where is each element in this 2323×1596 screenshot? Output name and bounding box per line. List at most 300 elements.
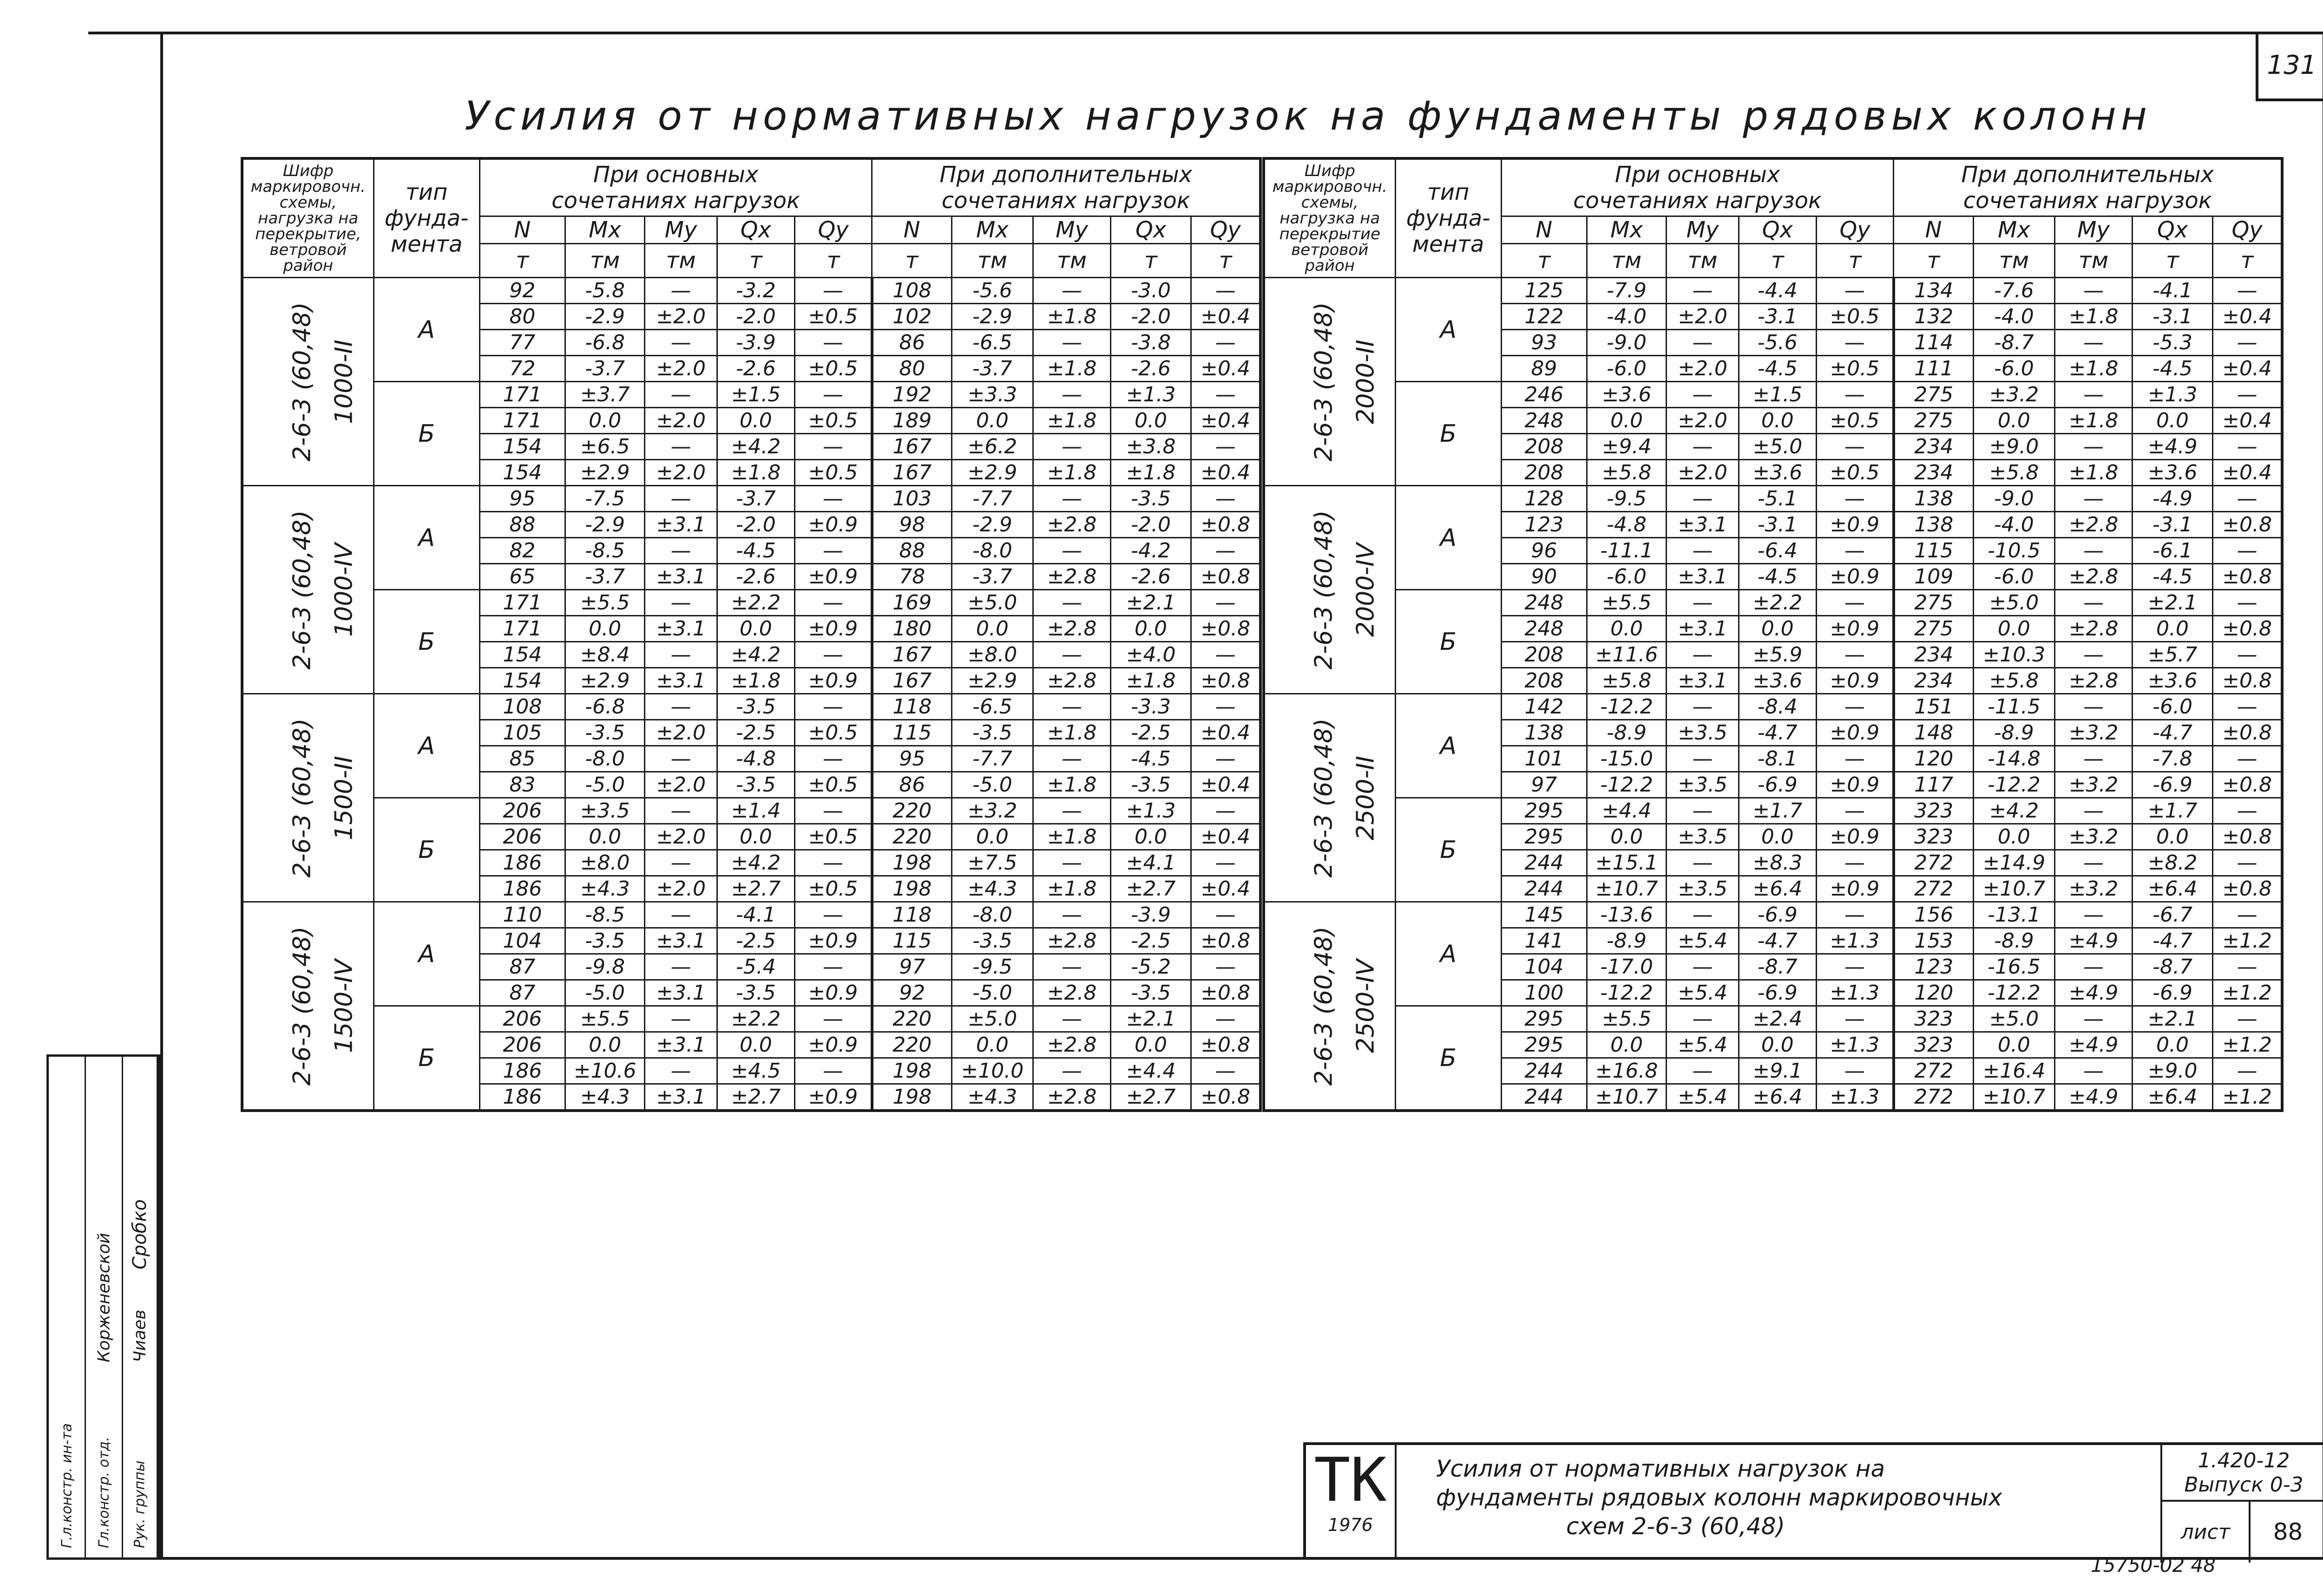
value-cell: ±8.0 <box>952 642 1033 668</box>
value-cell: ±0.5 <box>1816 356 1894 382</box>
value-cell: — <box>645 902 717 928</box>
value-cell: — <box>2213 538 2282 564</box>
value-cell: ±0.5 <box>794 460 872 486</box>
column-unit: т <box>2132 244 2212 278</box>
foundation-type-cell: А <box>1395 694 1501 798</box>
value-cell: -3.3 <box>1110 694 1191 720</box>
signature-name-1: Сробко <box>129 1199 151 1269</box>
value-cell: ±3.5 <box>1667 876 1739 902</box>
value-cell: ±1.4 <box>717 798 794 824</box>
foundation-type-cell: Б <box>374 798 479 902</box>
column-unit: т <box>872 244 952 278</box>
column-symbol-qx: Qx <box>717 216 794 244</box>
value-cell: — <box>645 694 717 720</box>
value-cell: ±4.2 <box>1973 798 2055 824</box>
scheme-header-line: маркировочн. <box>1272 177 1387 196</box>
value-cell: ±0.4 <box>1191 876 1260 902</box>
column-unit: тм <box>952 244 1033 278</box>
value-cell: 186 <box>479 1084 565 1111</box>
value-cell: 272 <box>1894 1058 1973 1084</box>
value-cell: -6.9 <box>1739 980 1816 1006</box>
tk-year: 1976 <box>1328 1515 1373 1535</box>
value-cell: 295 <box>1501 798 1587 824</box>
value-cell: ±3.1 <box>645 928 717 954</box>
value-cell: -3.5 <box>1110 486 1191 512</box>
value-cell: ±0.8 <box>2213 564 2282 590</box>
value-cell: 275 <box>1894 382 1973 408</box>
header-row-groups <box>242 158 1260 216</box>
value-cell: ±2.9 <box>952 460 1033 486</box>
value-cell: -11.1 <box>1587 538 1667 564</box>
value-cell: -3.5 <box>717 772 794 798</box>
value-cell: ±2.0 <box>1667 356 1739 382</box>
value-cell: 0.0 <box>1587 1032 1667 1058</box>
value-cell: ±0.8 <box>2213 824 2282 850</box>
table-row <box>242 382 1260 408</box>
value-cell: — <box>1667 538 1739 564</box>
value-cell: ±3.2 <box>1973 382 2055 408</box>
value-cell: 167 <box>872 434 952 460</box>
value-cell: ±6.4 <box>1739 1084 1816 1111</box>
value-cell: ±4.9 <box>2055 928 2133 954</box>
table-row <box>242 694 1260 720</box>
value-cell: ±2.0 <box>645 772 717 798</box>
column-unit: тм <box>1587 244 1667 278</box>
value-cell: ±4.3 <box>565 876 645 902</box>
value-cell: ±0.8 <box>1191 980 1260 1006</box>
value-cell: — <box>2213 330 2282 356</box>
value-cell: -6.9 <box>1739 772 1816 798</box>
value-cell: ±1.7 <box>2132 798 2212 824</box>
value-cell: 244 <box>1501 876 1587 902</box>
value-cell: -3.5 <box>565 928 645 954</box>
scheme-header-line: схемы, <box>1301 193 1358 212</box>
scheme-header-line: перекрытие, <box>255 225 361 243</box>
value-cell: — <box>1191 486 1260 512</box>
value-cell: ±3.1 <box>645 1032 717 1058</box>
value-cell: 0.0 <box>1587 616 1667 642</box>
scheme-header-line: нагрузка на <box>1280 209 1380 228</box>
scheme-label-line: 2-6-3 (60,48) <box>288 926 316 1086</box>
additional-combinations-header-line: При дополнительных <box>1961 162 2214 188</box>
value-cell: 92 <box>872 980 952 1006</box>
value-cell: -6.0 <box>1973 564 2055 590</box>
value-cell: ±3.1 <box>1667 668 1739 694</box>
scheme-cell <box>242 486 374 694</box>
value-cell: ±2.1 <box>2132 1006 2212 1032</box>
value-cell: -4.8 <box>1587 512 1667 538</box>
value-cell: — <box>1667 850 1739 876</box>
value-cell: -4.5 <box>1110 746 1191 772</box>
value-cell: — <box>1033 746 1111 772</box>
value-cell: -7.7 <box>952 486 1033 512</box>
value-cell: — <box>1816 278 1894 304</box>
value-cell: -3.5 <box>565 720 645 746</box>
value-cell: ±3.2 <box>2055 772 2133 798</box>
value-cell: ±0.8 <box>1191 668 1260 694</box>
value-cell: -16.5 <box>1973 954 2055 980</box>
value-cell: ±1.8 <box>1033 824 1111 850</box>
value-cell: ±3.7 <box>565 382 645 408</box>
value-cell: 275 <box>1894 408 1973 434</box>
description-line: фундаменты рядовых колонн маркировочных <box>1436 1484 2002 1511</box>
table-row <box>242 590 1260 616</box>
value-cell: -3.2 <box>717 278 794 304</box>
value-cell: — <box>645 538 717 564</box>
value-cell: -7.6 <box>1973 278 2055 304</box>
table-row <box>242 486 1260 512</box>
value-cell: 92 <box>479 278 565 304</box>
value-cell: ±2.8 <box>1033 512 1111 538</box>
value-cell: ±9.1 <box>1739 1058 1816 1084</box>
value-cell: 323 <box>1894 798 1973 824</box>
value-cell: ±3.1 <box>1667 512 1739 538</box>
value-cell: -4.4 <box>1739 278 1816 304</box>
value-cell: ±1.2 <box>2213 1084 2282 1111</box>
value-cell: -3.5 <box>952 720 1033 746</box>
value-cell: 0.0 <box>2132 824 2212 850</box>
value-cell: 72 <box>479 356 565 382</box>
value-cell: — <box>2213 850 2282 876</box>
column-symbol-qx: Qx <box>1739 216 1816 244</box>
value-cell: 0.0 <box>952 1032 1033 1058</box>
value-cell: ±4.9 <box>2055 1032 2133 1058</box>
value-cell: -2.9 <box>565 512 645 538</box>
value-cell: ±4.3 <box>952 876 1033 902</box>
value-cell: — <box>645 382 717 408</box>
value-cell: ±3.6 <box>1587 382 1667 408</box>
value-cell: ±2.8 <box>1033 1084 1111 1111</box>
foundation-type-cell: А <box>374 278 479 382</box>
right-table-wrap <box>1262 157 2284 1112</box>
sheet-number: 88 <box>2273 1518 2303 1545</box>
value-cell: — <box>1667 1006 1739 1032</box>
signature-strip <box>46 1054 160 1560</box>
value-cell: -4.0 <box>1973 304 2055 330</box>
basic-combinations-header-line: сочетаниях нагрузок <box>1573 188 1822 214</box>
value-cell: — <box>1816 694 1894 720</box>
foundation-type-header-line: мента <box>1412 231 1484 257</box>
foundation-type-cell: А <box>374 902 479 1006</box>
value-cell: 138 <box>1501 720 1587 746</box>
value-cell: 186 <box>479 1058 565 1084</box>
column-symbol-mx: Mx <box>565 216 645 244</box>
value-cell: 85 <box>479 746 565 772</box>
value-cell: 120 <box>1894 980 1973 1006</box>
value-cell: -3.1 <box>2132 304 2212 330</box>
value-cell: — <box>2055 954 2133 980</box>
value-cell: ±0.9 <box>1816 616 1894 642</box>
value-cell: — <box>1191 694 1260 720</box>
value-cell: -7.5 <box>565 486 645 512</box>
page-number: 131 <box>2267 50 2317 80</box>
value-cell: — <box>2055 538 2133 564</box>
value-cell: ±9.4 <box>1587 434 1667 460</box>
foundation-type-cell: А <box>1395 486 1501 590</box>
value-cell: ±0.8 <box>1191 512 1260 538</box>
value-cell: ±3.5 <box>1667 824 1739 850</box>
value-cell: -3.7 <box>565 564 645 590</box>
value-cell: — <box>1816 798 1894 824</box>
value-cell: 80 <box>872 356 952 382</box>
value-cell: 108 <box>479 694 565 720</box>
value-cell: ±8.4 <box>565 642 645 668</box>
value-cell: — <box>1667 590 1739 616</box>
value-cell: -5.3 <box>2132 330 2212 356</box>
value-cell: — <box>794 954 872 980</box>
value-cell: 323 <box>1894 824 1973 850</box>
value-cell: ±0.9 <box>1816 824 1894 850</box>
value-cell: ±10.0 <box>952 1058 1033 1084</box>
column-unit: т <box>479 244 565 278</box>
basic-combinations-header-line: При основных <box>1614 162 1780 188</box>
value-cell: ±2.1 <box>1110 1006 1191 1032</box>
value-cell: 87 <box>479 954 565 980</box>
value-cell: 151 <box>1894 694 1973 720</box>
value-cell: 167 <box>872 460 952 486</box>
value-cell: ±3.6 <box>2132 668 2212 694</box>
value-cell: ±0.8 <box>1191 564 1260 590</box>
value-cell: 0.0 <box>1739 408 1816 434</box>
value-cell: -6.0 <box>1973 356 2055 382</box>
description-line: Усилия от нормативных нагрузок на <box>1436 1455 1885 1482</box>
value-cell: — <box>1816 746 1894 772</box>
value-cell: 0.0 <box>1587 824 1667 850</box>
column-symbol-qy: Qy <box>2213 216 2282 244</box>
left-table-wrap <box>241 157 1262 1112</box>
value-cell: ±0.4 <box>1191 460 1260 486</box>
value-cell: ±1.5 <box>1739 382 1816 408</box>
value-cell: 192 <box>872 382 952 408</box>
value-cell: 89 <box>1501 356 1587 382</box>
value-cell: ±5.4 <box>1667 1084 1739 1111</box>
value-cell: ±2.8 <box>2055 512 2133 538</box>
value-cell: ±14.9 <box>1973 850 2055 876</box>
value-cell: ±16.4 <box>1973 1058 2055 1084</box>
value-cell: 95 <box>479 486 565 512</box>
value-cell: ±1.8 <box>1033 772 1111 798</box>
value-cell: ±0.9 <box>794 512 872 538</box>
value-cell: 142 <box>1501 694 1587 720</box>
value-cell: 0.0 <box>1973 408 2055 434</box>
value-cell: 153 <box>1894 928 1973 954</box>
value-cell: — <box>1191 798 1260 824</box>
value-cell: 154 <box>479 460 565 486</box>
value-cell: ±1.8 <box>2055 460 2133 486</box>
value-cell: ±1.8 <box>717 460 794 486</box>
scheme-header <box>242 158 374 278</box>
value-cell: 198 <box>872 876 952 902</box>
value-cell: 109 <box>1894 564 1973 590</box>
value-cell: — <box>2055 330 2133 356</box>
value-cell: ±0.8 <box>1191 616 1260 642</box>
scheme-cell <box>1264 486 1395 694</box>
value-cell: 98 <box>872 512 952 538</box>
value-cell: ±5.4 <box>1667 1032 1739 1058</box>
value-cell: — <box>794 590 872 616</box>
value-cell: — <box>794 486 872 512</box>
value-cell: -8.9 <box>1973 928 2055 954</box>
loads-table-right <box>1262 157 2284 1112</box>
value-cell: 88 <box>872 538 952 564</box>
value-cell: -4.7 <box>2132 928 2212 954</box>
table-row <box>1264 278 2282 304</box>
value-cell: ±2.2 <box>1739 590 1816 616</box>
value-cell: — <box>1667 382 1739 408</box>
value-cell: 0.0 <box>1739 616 1816 642</box>
value-cell: -2.6 <box>717 356 794 382</box>
value-cell: ±0.5 <box>794 304 872 330</box>
value-cell: ±0.9 <box>1816 876 1894 902</box>
value-cell: 0.0 <box>1110 616 1191 642</box>
value-cell: 125 <box>1501 278 1587 304</box>
value-cell: — <box>1033 902 1111 928</box>
value-cell: ±1.8 <box>2055 304 2133 330</box>
value-cell: -2.0 <box>1110 512 1191 538</box>
value-cell: 0.0 <box>2132 1032 2212 1058</box>
value-cell: -5.6 <box>952 278 1033 304</box>
table-row <box>242 1006 1260 1032</box>
scheme-header-line: район <box>1305 256 1355 275</box>
value-cell: ±4.1 <box>1110 850 1191 876</box>
value-cell: — <box>1191 278 1260 304</box>
value-cell: ±10.6 <box>565 1058 645 1084</box>
value-cell: — <box>1191 642 1260 668</box>
value-cell: ±0.5 <box>794 772 872 798</box>
value-cell: -13.6 <box>1587 902 1667 928</box>
value-cell: — <box>2213 694 2282 720</box>
value-cell: 156 <box>1894 902 1973 928</box>
value-cell: — <box>1667 694 1739 720</box>
value-cell: 0.0 <box>717 616 794 642</box>
value-cell: -3.5 <box>1110 980 1191 1006</box>
value-cell: 171 <box>479 382 565 408</box>
value-cell: ±5.5 <box>565 590 645 616</box>
value-cell: ±1.8 <box>1033 356 1111 382</box>
value-cell: ±5.9 <box>1739 642 1816 668</box>
value-cell: ±2.9 <box>565 668 645 694</box>
value-cell: -8.7 <box>1739 954 1816 980</box>
value-cell: — <box>1816 434 1894 460</box>
scheme-label-line: 2-6-3 (60,48) <box>288 718 316 877</box>
value-cell: 0.0 <box>2132 408 2212 434</box>
value-cell: — <box>2055 902 2133 928</box>
value-cell: ±3.3 <box>952 382 1033 408</box>
value-cell: — <box>645 850 717 876</box>
value-cell: 138 <box>1894 512 1973 538</box>
column-symbol-my: My <box>2055 216 2133 244</box>
value-cell: -3.5 <box>952 928 1033 954</box>
signature-role-3: Рук. группы <box>131 1460 148 1548</box>
value-cell: 102 <box>872 304 952 330</box>
value-cell: — <box>1667 1058 1739 1084</box>
value-cell: 97 <box>872 954 952 980</box>
value-cell: — <box>645 746 717 772</box>
value-cell: ±1.8 <box>1033 876 1111 902</box>
value-cell: ±3.2 <box>952 798 1033 824</box>
value-cell: ±10.7 <box>1973 876 2055 902</box>
scheme-cell <box>1264 694 1395 902</box>
value-cell: — <box>2213 486 2282 512</box>
header-row-groups <box>1264 158 2282 216</box>
value-cell: -12.2 <box>1587 772 1667 798</box>
table-row <box>1264 694 2282 720</box>
value-cell: ±1.8 <box>1033 720 1111 746</box>
value-cell: 103 <box>872 486 952 512</box>
value-cell: — <box>1033 538 1111 564</box>
column-unit: тм <box>2055 244 2133 278</box>
value-cell: -15.0 <box>1587 746 1667 772</box>
value-cell: ±9.0 <box>2132 1058 2212 1084</box>
value-cell: — <box>794 538 872 564</box>
column-symbol-qy: Qy <box>1191 216 1260 244</box>
value-cell: 122 <box>1501 304 1587 330</box>
value-cell: -8.0 <box>952 538 1033 564</box>
value-cell: — <box>1033 434 1111 460</box>
value-cell: 272 <box>1894 850 1973 876</box>
value-cell: ±2.8 <box>1033 616 1111 642</box>
value-cell: — <box>645 590 717 616</box>
value-cell: ±10.7 <box>1973 1084 2055 1111</box>
value-cell: 148 <box>1894 720 1973 746</box>
basic-combinations-header <box>479 158 872 216</box>
value-cell: — <box>645 1058 717 1084</box>
value-cell: — <box>2055 850 2133 876</box>
value-cell: ±2.8 <box>2055 616 2133 642</box>
value-cell: 206 <box>479 824 565 850</box>
value-cell: — <box>2213 746 2282 772</box>
value-cell: 134 <box>1894 278 1973 304</box>
value-cell: -8.0 <box>952 902 1033 928</box>
value-cell: 115 <box>1894 538 1973 564</box>
value-cell: — <box>1816 902 1894 928</box>
value-cell: — <box>1033 694 1111 720</box>
value-cell: — <box>1816 642 1894 668</box>
value-cell: -3.7 <box>952 564 1033 590</box>
value-cell: -17.0 <box>1587 954 1667 980</box>
value-cell: ±2.0 <box>645 460 717 486</box>
value-cell: — <box>1816 538 1894 564</box>
value-cell: ±5.0 <box>1973 590 2055 616</box>
value-cell: -2.6 <box>1110 564 1191 590</box>
value-cell: ±3.1 <box>645 512 717 538</box>
value-cell: — <box>794 434 872 460</box>
value-cell: ±4.9 <box>2132 434 2212 460</box>
scheme-label-line: 2500-IV <box>1352 959 1380 1053</box>
column-symbol-qy: Qy <box>1816 216 1894 244</box>
value-cell: — <box>1667 486 1739 512</box>
value-cell: -8.5 <box>565 902 645 928</box>
series-code: 1.420-12 <box>2198 1449 2290 1472</box>
value-cell: — <box>1191 382 1260 408</box>
value-cell: 105 <box>479 720 565 746</box>
value-cell: ±1.8 <box>1110 460 1191 486</box>
value-cell: ±1.3 <box>1110 798 1191 824</box>
value-cell: -6.4 <box>1739 538 1816 564</box>
value-cell: -8.9 <box>1587 928 1667 954</box>
value-cell: ±5.0 <box>952 590 1033 616</box>
value-cell: -6.9 <box>2132 980 2212 1006</box>
value-cell: 234 <box>1894 642 1973 668</box>
value-cell: ±4.9 <box>2055 980 2133 1006</box>
scheme-cell <box>242 278 374 486</box>
value-cell: — <box>794 330 872 356</box>
value-cell: -6.5 <box>952 330 1033 356</box>
scheme-header-line: Шифр <box>1304 162 1355 180</box>
value-cell: ±0.5 <box>794 876 872 902</box>
table-row <box>1264 1006 2282 1032</box>
value-cell: -6.5 <box>952 694 1033 720</box>
